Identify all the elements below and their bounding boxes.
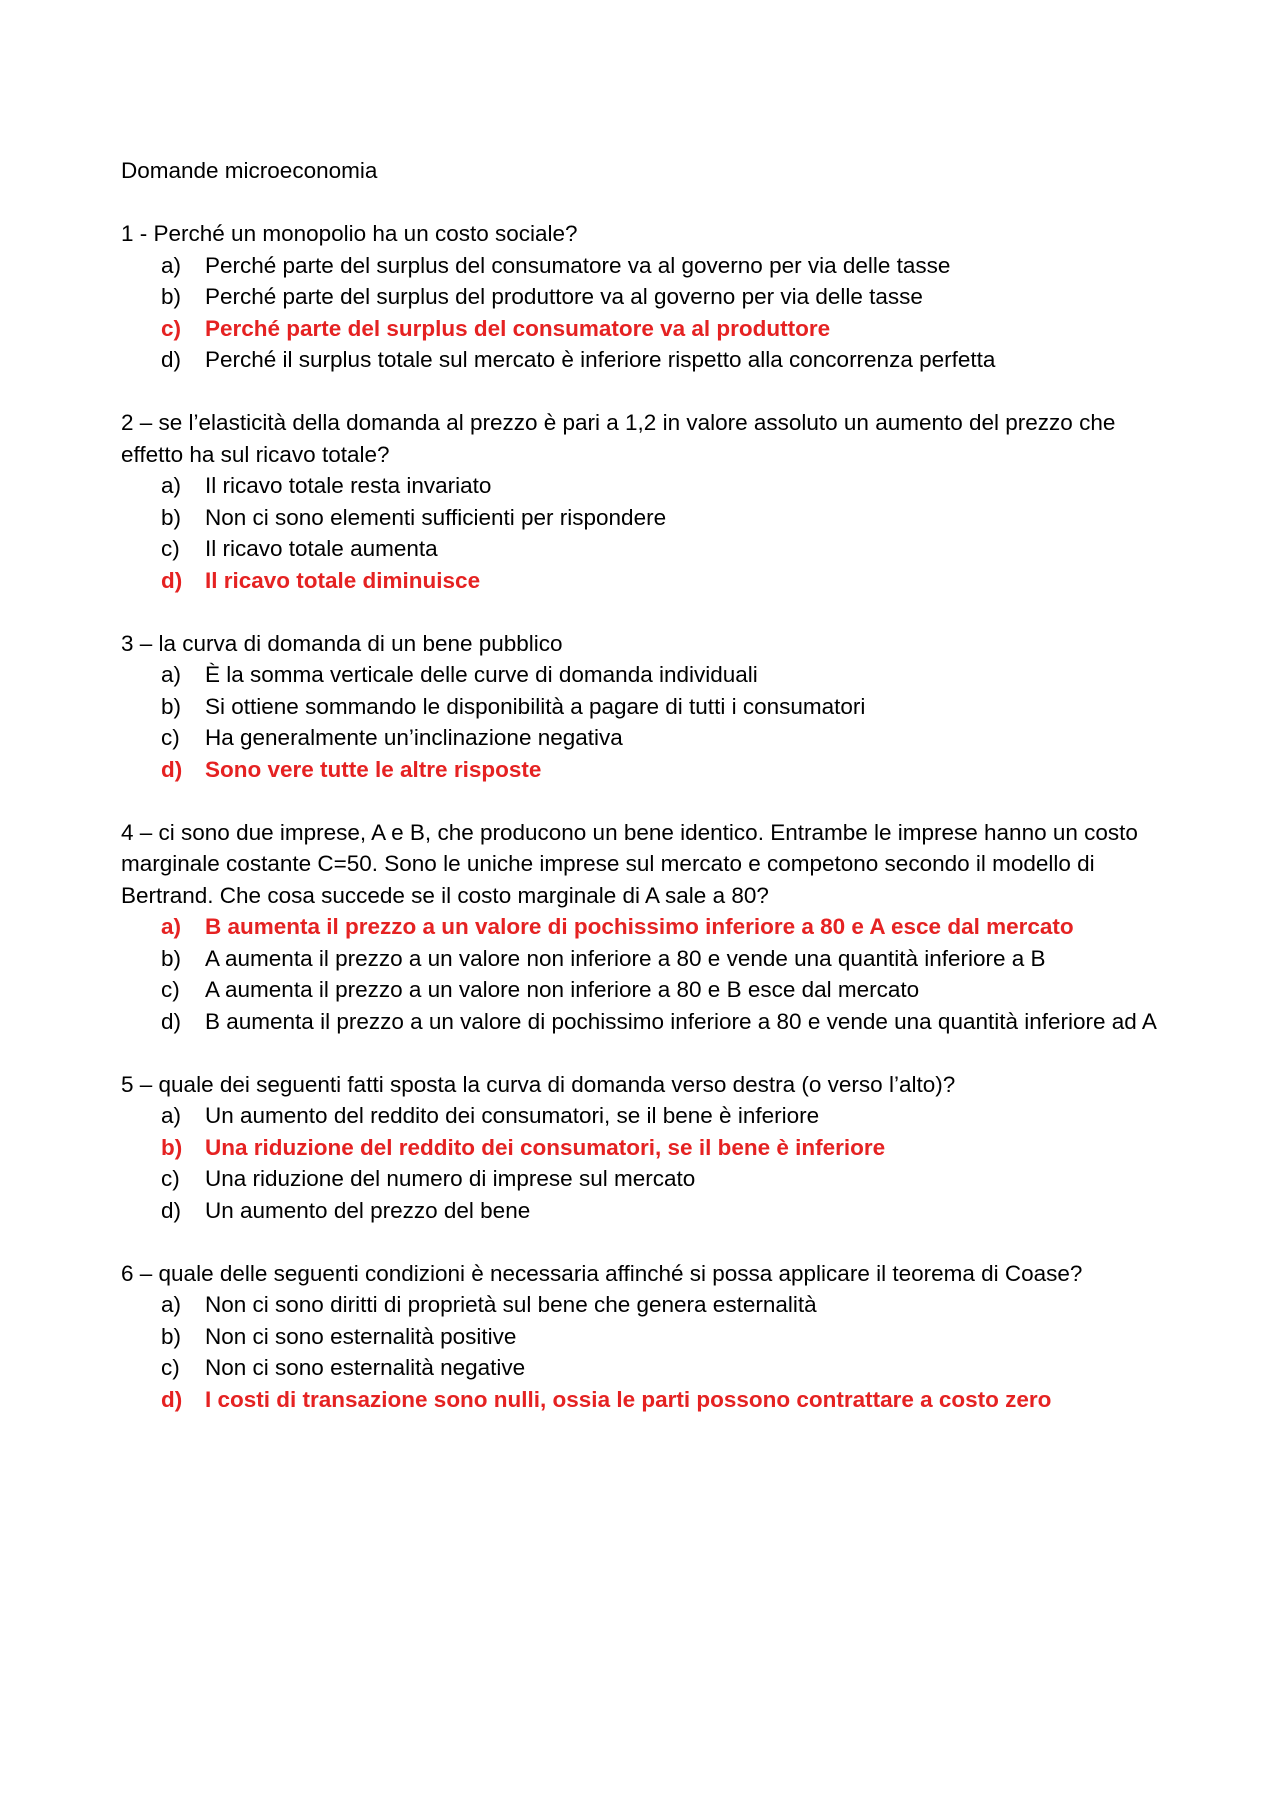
answer-option	[121, 691, 1161, 723]
answer-option-correct	[121, 313, 1161, 345]
answer-option	[121, 281, 1161, 313]
answer-letter: d)	[161, 756, 183, 782]
answer-letter: c)	[161, 1166, 180, 1191]
answer-list	[121, 1100, 1161, 1226]
answer-letter: b)	[161, 1323, 182, 1349]
answer-letter: b)	[161, 1134, 183, 1160]
answer-text: A aumenta il prezzo a un valore non inferiore a 80 e B esce dal mercato	[205, 977, 920, 1002]
question-text: 6 – quale delle seguenti condizioni è necessaria affinché si possa applicare il teorema di Coase?	[121, 1260, 1083, 1286]
answer-text: Perché parte del surplus del produttore va al governo per via delle tasse	[205, 284, 923, 309]
answer-text: B aumenta il prezzo a un valore di pochissimo inferiore a 80 e A esce dal mercato	[205, 914, 1074, 939]
answer-letter: a)	[161, 1292, 182, 1317]
answer-text: Una riduzione del numero di imprese sul mercato	[205, 1166, 696, 1191]
answer-text: Non ci sono esternalità positive	[205, 1323, 517, 1349]
question-1	[121, 218, 1161, 376]
question-6	[121, 1258, 1161, 1416]
answer-letter: a)	[161, 914, 182, 939]
answer-text: B aumenta il prezzo a un valore di pochissimo inferiore a 80 e vende una quantità inferiore ad A	[205, 1008, 1157, 1034]
answer-list	[121, 250, 1161, 376]
answer-letter: c)	[161, 536, 180, 561]
question-2	[121, 407, 1161, 596]
answer-option	[121, 1100, 1161, 1132]
answer-option	[121, 1352, 1161, 1384]
answer-letter: a)	[161, 1103, 182, 1128]
answer-letter: b)	[161, 945, 182, 971]
answer-text: I costi di transazione sono nulli, ossia le parti possono contrattare a costo zero	[205, 1386, 1052, 1412]
answer-text: Non ci sono elementi sufficienti per rispondere	[205, 504, 667, 530]
question-text: 4 – ci sono due imprese, A e B, che producono un bene identico. Entrambe le imprese hanno un costo marginale costante C=50. Sono le uniche imprese sul mercato e competono secondo il modello di Bertrand. Che cosa succede se il costo marginale di A sale a 80?	[121, 819, 1138, 908]
answer-list	[121, 470, 1161, 596]
answer-letter: c)	[161, 1355, 180, 1380]
question-list	[121, 218, 1161, 1415]
document-body	[121, 155, 1161, 1447]
answer-option	[121, 1163, 1161, 1195]
answer-option-correct	[121, 565, 1161, 597]
question-text: 5 – quale dei seguenti fatti sposta la curva di domanda verso destra (o verso l’alto)?	[121, 1071, 956, 1097]
answer-option	[121, 722, 1161, 754]
answer-letter: d)	[161, 1008, 182, 1034]
answer-letter: c)	[161, 725, 180, 750]
question-text: 2 – se l’elasticità della domanda al prezzo è pari a 1,2 in valore assoluto un aumento del prezzo che effetto ha sul ricavo totale?	[121, 410, 1116, 467]
answer-letter: b)	[161, 693, 182, 719]
question-text: 1 - Perché un monopolio ha un costo sociale?	[121, 221, 578, 246]
answer-text: Il ricavo totale resta invariato	[205, 473, 492, 498]
answer-letter: d)	[161, 567, 183, 593]
answer-letter: d)	[161, 347, 182, 372]
answer-letter: a)	[161, 252, 182, 278]
answer-option	[121, 344, 1161, 376]
answer-text: Una riduzione del reddito dei consumatori, se il bene è inferiore	[205, 1134, 886, 1160]
document-title: Domande microeconomia	[121, 158, 378, 183]
answer-option-correct	[121, 1384, 1161, 1416]
answer-text: Un aumento del prezzo del bene	[205, 1197, 531, 1223]
answer-text: Ha generalmente un’inclinazione negativa	[205, 725, 623, 750]
answer-option	[121, 533, 1161, 565]
answer-option	[121, 470, 1161, 502]
question-text: 3 – la curva di domanda di un bene pubblico	[121, 630, 563, 656]
answer-option	[121, 1289, 1161, 1321]
answer-letter: a)	[161, 662, 182, 687]
answer-letter: d)	[161, 1197, 182, 1223]
answer-text: Non ci sono esternalità negative	[205, 1355, 526, 1380]
question-3	[121, 628, 1161, 786]
answer-option	[121, 1195, 1161, 1227]
answer-option	[121, 943, 1161, 975]
answer-text: Il ricavo totale aumenta	[205, 536, 438, 561]
question-4	[121, 817, 1161, 1038]
answer-text: Perché parte del surplus del consumatore va al governo per via delle tasse	[205, 252, 951, 278]
answer-letter: c)	[161, 315, 182, 341]
answer-option	[121, 1006, 1161, 1038]
answer-text: Perché il surplus totale sul mercato è inferiore rispetto alla concorrenza perfetta	[205, 347, 996, 372]
answer-text: Un aumento del reddito dei consumatori, se il bene è inferiore	[205, 1103, 820, 1128]
answer-option	[121, 502, 1161, 534]
answer-text: Sono vere tutte le altre risposte	[205, 756, 542, 782]
answer-letter: b)	[161, 504, 182, 530]
answer-option-correct	[121, 754, 1161, 786]
answer-list	[121, 1289, 1161, 1415]
answer-option	[121, 659, 1161, 691]
answer-text: Si ottiene sommando le disponibilità a pagare di tutti i consumatori	[205, 693, 866, 719]
answer-list	[121, 911, 1161, 1037]
answer-letter: a)	[161, 473, 182, 498]
answer-text: Perché parte del surplus del consumatore va al produttore	[205, 315, 831, 341]
answer-letter: b)	[161, 284, 182, 309]
answer-list	[121, 659, 1161, 785]
answer-text: Non ci sono diritti di proprietà sul bene che genera esternalità	[205, 1292, 817, 1317]
question-5	[121, 1069, 1161, 1227]
answer-option-correct	[121, 1132, 1161, 1164]
answer-letter: c)	[161, 977, 180, 1002]
answer-text: A aumenta il prezzo a un valore non inferiore a 80 e vende una quantità inferiore a B	[205, 945, 1046, 971]
answer-option	[121, 974, 1161, 1006]
answer-text: Il ricavo totale diminuisce	[205, 567, 481, 593]
answer-letter: d)	[161, 1386, 183, 1412]
answer-option	[121, 250, 1161, 282]
answer-text: È la somma verticale delle curve di domanda individuali	[205, 662, 758, 687]
answer-option-correct	[121, 911, 1161, 943]
answer-option	[121, 1321, 1161, 1353]
